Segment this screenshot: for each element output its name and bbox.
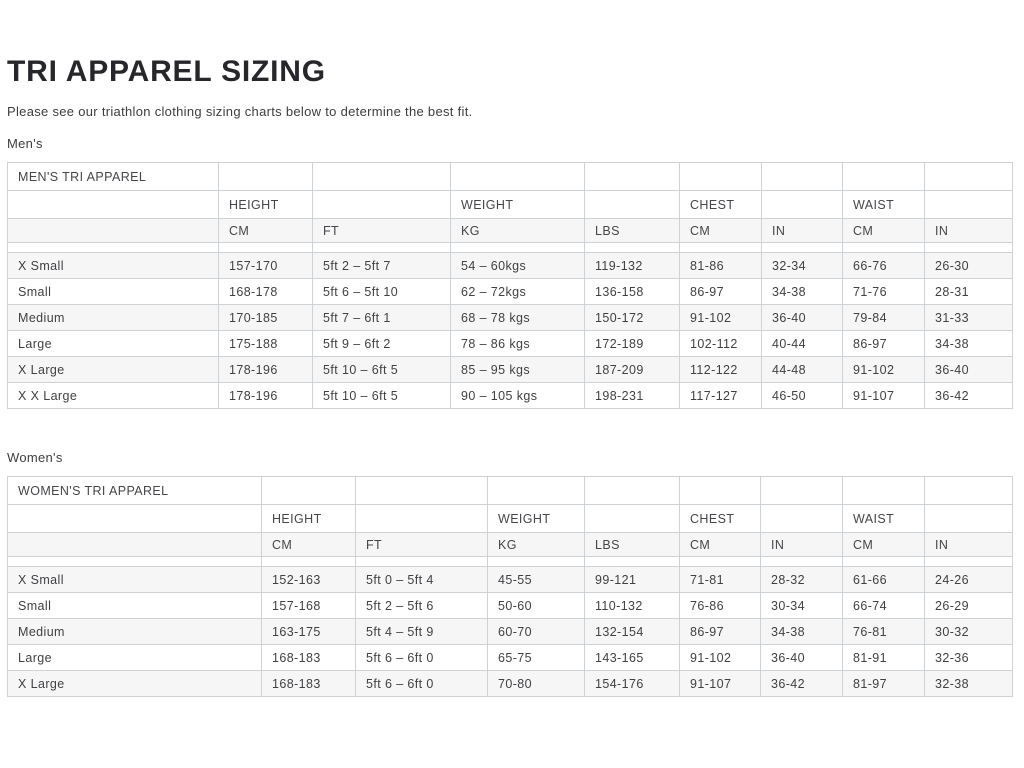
value-cell: 150-172: [585, 305, 680, 331]
table-title: WOMEN'S TRI APPAREL: [8, 477, 262, 505]
unit-header: IN: [762, 219, 843, 243]
empty-cell: [762, 243, 843, 253]
value-cell: 26-29: [925, 593, 1013, 619]
empty-cell: [262, 557, 356, 567]
empty-cell: [488, 477, 585, 505]
unit-header: KG: [451, 219, 585, 243]
table-row: [8, 383, 1013, 409]
value-cell: 36-40: [925, 357, 1013, 383]
value-cell: 157-168: [262, 593, 356, 619]
unit-header: FT: [313, 219, 451, 243]
value-cell: 34-38: [762, 279, 843, 305]
value-cell: 34-38: [761, 619, 843, 645]
value-cell: 5ft 0 – 5ft 4: [356, 567, 488, 593]
empty-cell: [843, 477, 925, 505]
value-cell: 70-80: [488, 671, 585, 697]
unit-header: CM: [680, 219, 762, 243]
unit-header: IN: [925, 533, 1013, 557]
value-cell: 175-188: [219, 331, 313, 357]
value-cell: 5ft 10 – 6ft 5: [313, 383, 451, 409]
value-cell: 91-102: [680, 645, 761, 671]
value-cell: 61-66: [843, 567, 925, 593]
value-cell: 178-196: [219, 383, 313, 409]
group-header-chest: CHEST: [680, 505, 761, 533]
table-row: [8, 619, 1013, 645]
empty-cell: [585, 557, 680, 567]
value-cell: 78 – 86 kgs: [451, 331, 585, 357]
value-cell: 152-163: [262, 567, 356, 593]
value-cell: 5ft 2 – 5ft 7: [313, 253, 451, 279]
value-cell: 143-165: [585, 645, 680, 671]
table-row: [8, 305, 1013, 331]
value-cell: 110-132: [585, 593, 680, 619]
empty-cell: [843, 243, 925, 253]
value-cell: 91-107: [843, 383, 925, 409]
empty-cell: [925, 191, 1013, 219]
empty-cell: [585, 505, 680, 533]
empty-cell: [925, 163, 1013, 191]
value-cell: 5ft 10 – 6ft 5: [313, 357, 451, 383]
size-cell: Small: [8, 279, 219, 305]
value-cell: 178-196: [219, 357, 313, 383]
table-title-row: [8, 477, 1013, 505]
value-cell: 5ft 6 – 6ft 0: [356, 671, 488, 697]
empty-cell: [313, 191, 451, 219]
value-cell: 26-30: [925, 253, 1013, 279]
value-cell: 36-42: [761, 671, 843, 697]
value-cell: 5ft 2 – 5ft 6: [356, 593, 488, 619]
value-cell: 66-76: [843, 253, 925, 279]
value-cell: 117-127: [680, 383, 762, 409]
empty-cell: [356, 557, 488, 567]
value-cell: 91-102: [843, 357, 925, 383]
empty-cell: [761, 477, 843, 505]
empty-cell: [843, 557, 925, 567]
group-header-height: HEIGHT: [262, 505, 356, 533]
value-cell: 5ft 4 – 5ft 9: [356, 619, 488, 645]
value-cell: 86-97: [680, 619, 761, 645]
value-cell: 32-34: [762, 253, 843, 279]
size-cell: Small: [8, 593, 262, 619]
page-subtitle: Please see our triathlon clothing sizing charts below to determine the best fit.: [7, 104, 473, 119]
empty-cell: [219, 243, 313, 253]
value-cell: 40-44: [762, 331, 843, 357]
empty-cell: [585, 243, 680, 253]
value-cell: 28-32: [761, 567, 843, 593]
unit-header: KG: [488, 533, 585, 557]
value-cell: 66-74: [843, 593, 925, 619]
value-cell: 90 – 105 kgs: [451, 383, 585, 409]
value-cell: 44-48: [762, 357, 843, 383]
mens-sizing-table: [7, 162, 1013, 409]
value-cell: 154-176: [585, 671, 680, 697]
value-cell: 36-42: [925, 383, 1013, 409]
value-cell: 62 – 72kgs: [451, 279, 585, 305]
value-cell: 5ft 6 – 5ft 10: [313, 279, 451, 305]
table-title: MEN'S TRI APPAREL: [8, 163, 219, 191]
value-cell: 157-170: [219, 253, 313, 279]
value-cell: 91-102: [680, 305, 762, 331]
table-row: [8, 593, 1013, 619]
empty-cell: [8, 557, 262, 567]
empty-cell: [313, 243, 451, 253]
empty-cell: [219, 163, 313, 191]
value-cell: 170-185: [219, 305, 313, 331]
group-header-weight: WEIGHT: [451, 191, 585, 219]
value-cell: 28-31: [925, 279, 1013, 305]
empty-cell: [356, 477, 488, 505]
size-cell: Medium: [8, 305, 219, 331]
value-cell: 136-158: [585, 279, 680, 305]
empty-cell: [8, 533, 262, 557]
value-cell: 34-38: [925, 331, 1013, 357]
table-row: [8, 253, 1013, 279]
table-row: [8, 279, 1013, 305]
section-label-mens: Men's: [7, 136, 43, 151]
spacer-row: [8, 243, 1013, 253]
value-cell: 71-76: [843, 279, 925, 305]
table-row: [8, 357, 1013, 383]
value-cell: 5ft 9 – 6ft 2: [313, 331, 451, 357]
value-cell: 46-50: [762, 383, 843, 409]
value-cell: 91-107: [680, 671, 761, 697]
empty-cell: [843, 163, 925, 191]
value-cell: 68 – 78 kgs: [451, 305, 585, 331]
value-cell: 79-84: [843, 305, 925, 331]
group-header-weight: WEIGHT: [488, 505, 585, 533]
group-header-chest: CHEST: [680, 191, 762, 219]
value-cell: 54 – 60kgs: [451, 253, 585, 279]
empty-cell: [8, 191, 219, 219]
group-header-row: [8, 505, 1013, 533]
value-cell: 163-175: [262, 619, 356, 645]
value-cell: 45-55: [488, 567, 585, 593]
section-label-womens: Women's: [7, 450, 63, 465]
value-cell: 65-75: [488, 645, 585, 671]
value-cell: 50-60: [488, 593, 585, 619]
value-cell: 86-97: [680, 279, 762, 305]
empty-cell: [8, 219, 219, 243]
units-header-row: [8, 533, 1013, 557]
value-cell: 112-122: [680, 357, 762, 383]
value-cell: 168-178: [219, 279, 313, 305]
value-cell: 36-40: [761, 645, 843, 671]
spacer-row: [8, 557, 1013, 567]
group-header-waist: WAIST: [843, 191, 925, 219]
value-cell: 172-189: [585, 331, 680, 357]
empty-cell: [925, 557, 1013, 567]
unit-header: IN: [925, 219, 1013, 243]
group-header-waist: WAIST: [843, 505, 925, 533]
value-cell: 71-81: [680, 567, 761, 593]
size-cell: Medium: [8, 619, 262, 645]
value-cell: 168-183: [262, 671, 356, 697]
empty-cell: [762, 163, 843, 191]
empty-cell: [680, 163, 762, 191]
value-cell: 76-86: [680, 593, 761, 619]
size-cell: X Small: [8, 567, 262, 593]
empty-cell: [761, 505, 843, 533]
size-cell: Large: [8, 331, 219, 357]
empty-cell: [680, 557, 761, 567]
empty-cell: [8, 243, 219, 253]
unit-header: CM: [262, 533, 356, 557]
table-row: [8, 331, 1013, 357]
empty-cell: [451, 243, 585, 253]
unit-header: LBS: [585, 219, 680, 243]
table-row: [8, 567, 1013, 593]
value-cell: 81-91: [843, 645, 925, 671]
value-cell: 86-97: [843, 331, 925, 357]
empty-cell: [925, 505, 1013, 533]
value-cell: 187-209: [585, 357, 680, 383]
empty-cell: [8, 505, 262, 533]
table-row: [8, 645, 1013, 671]
group-header-row: [8, 191, 1013, 219]
empty-cell: [680, 477, 761, 505]
empty-cell: [761, 557, 843, 567]
value-cell: 36-40: [762, 305, 843, 331]
unit-header: FT: [356, 533, 488, 557]
group-header-height: HEIGHT: [219, 191, 313, 219]
size-cell: X Large: [8, 357, 219, 383]
value-cell: 168-183: [262, 645, 356, 671]
unit-header: CM: [219, 219, 313, 243]
value-cell: 198-231: [585, 383, 680, 409]
unit-header: CM: [680, 533, 761, 557]
size-cell: Large: [8, 645, 262, 671]
page-title: TRI APPAREL SIZING: [7, 55, 326, 88]
empty-cell: [585, 191, 680, 219]
value-cell: 81-86: [680, 253, 762, 279]
value-cell: 32-38: [925, 671, 1013, 697]
empty-cell: [680, 243, 762, 253]
empty-cell: [585, 163, 680, 191]
empty-cell: [585, 477, 680, 505]
units-header-row: [8, 219, 1013, 243]
value-cell: 102-112: [680, 331, 762, 357]
empty-cell: [356, 505, 488, 533]
unit-header: CM: [843, 533, 925, 557]
unit-header: IN: [761, 533, 843, 557]
value-cell: 99-121: [585, 567, 680, 593]
value-cell: 76-81: [843, 619, 925, 645]
empty-cell: [313, 163, 451, 191]
size-cell: X Small: [8, 253, 219, 279]
unit-header: LBS: [585, 533, 680, 557]
unit-header: CM: [843, 219, 925, 243]
value-cell: 24-26: [925, 567, 1013, 593]
empty-cell: [488, 557, 585, 567]
empty-cell: [925, 243, 1013, 253]
value-cell: 30-32: [925, 619, 1013, 645]
empty-cell: [762, 191, 843, 219]
table-row: [8, 671, 1013, 697]
size-cell: X Large: [8, 671, 262, 697]
empty-cell: [925, 477, 1013, 505]
empty-cell: [451, 163, 585, 191]
value-cell: 32-36: [925, 645, 1013, 671]
value-cell: 81-97: [843, 671, 925, 697]
value-cell: 132-154: [585, 619, 680, 645]
size-cell: X X Large: [8, 383, 219, 409]
womens-sizing-table: [7, 476, 1013, 697]
value-cell: 5ft 6 – 6ft 0: [356, 645, 488, 671]
empty-cell: [262, 477, 356, 505]
value-cell: 31-33: [925, 305, 1013, 331]
value-cell: 85 – 95 kgs: [451, 357, 585, 383]
value-cell: 30-34: [761, 593, 843, 619]
table-title-row: [8, 163, 1013, 191]
value-cell: 119-132: [585, 253, 680, 279]
value-cell: 60-70: [488, 619, 585, 645]
value-cell: 5ft 7 – 6ft 1: [313, 305, 451, 331]
